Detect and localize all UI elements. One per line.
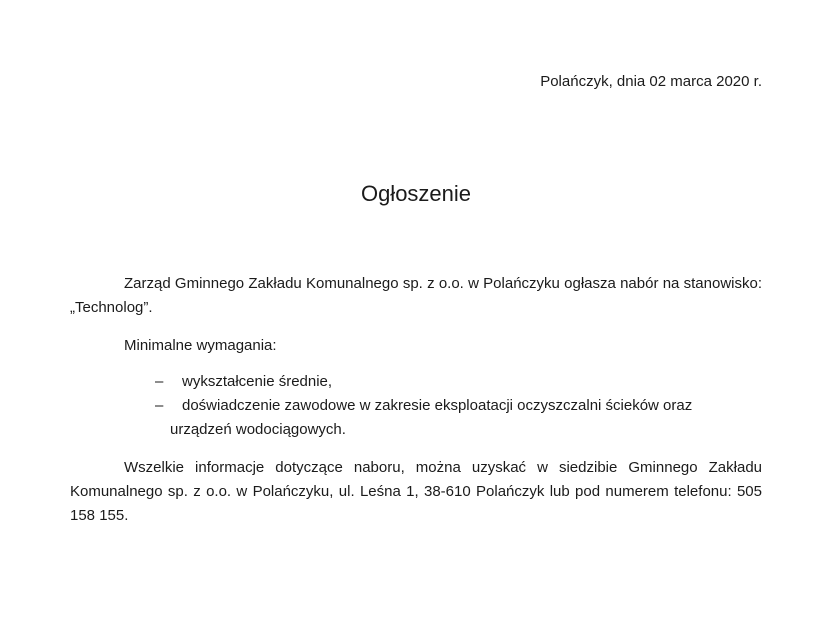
date-line: Polańczyk, dnia 02 marca 2020 r. — [540, 73, 762, 90]
announcement-paragraph: Zarząd Gminnego Zakładu Komunalnego sp. z o.o. w Polańczyku ogłasza nabór na stanowisko: „Technolog”. — [70, 275, 762, 316]
requirement-text: wykształcenie średnie, — [182, 373, 333, 390]
requirements-heading: Minimalne wymagania: — [124, 337, 277, 354]
requirement-text: doświadczenie zawodowe w zakresie eksploatacji oczyszczalni ścieków oraz — [182, 397, 693, 414]
requirements-list — [70, 370, 762, 442]
dash-bullet: – — [155, 397, 164, 414]
contact-paragraph: Wszelkie informacje dotyczące naboru, można uzyskać w siedzibie Gminnego Zakładu Komunalnego sp. z o.o. w Polańczyku, ul. Leśna 1, 38-610 Polańczyk lub pod numerem telefonu: 505 158 155. — [70, 459, 762, 524]
document-title: Ogłoszenie — [360, 181, 472, 206]
list-item — [70, 394, 762, 442]
dash-bullet: – — [155, 373, 164, 390]
document-page — [70, 0, 762, 628]
list-item — [70, 370, 762, 394]
requirement-text-continuation: urządzeń wodociągowych. — [170, 421, 346, 438]
